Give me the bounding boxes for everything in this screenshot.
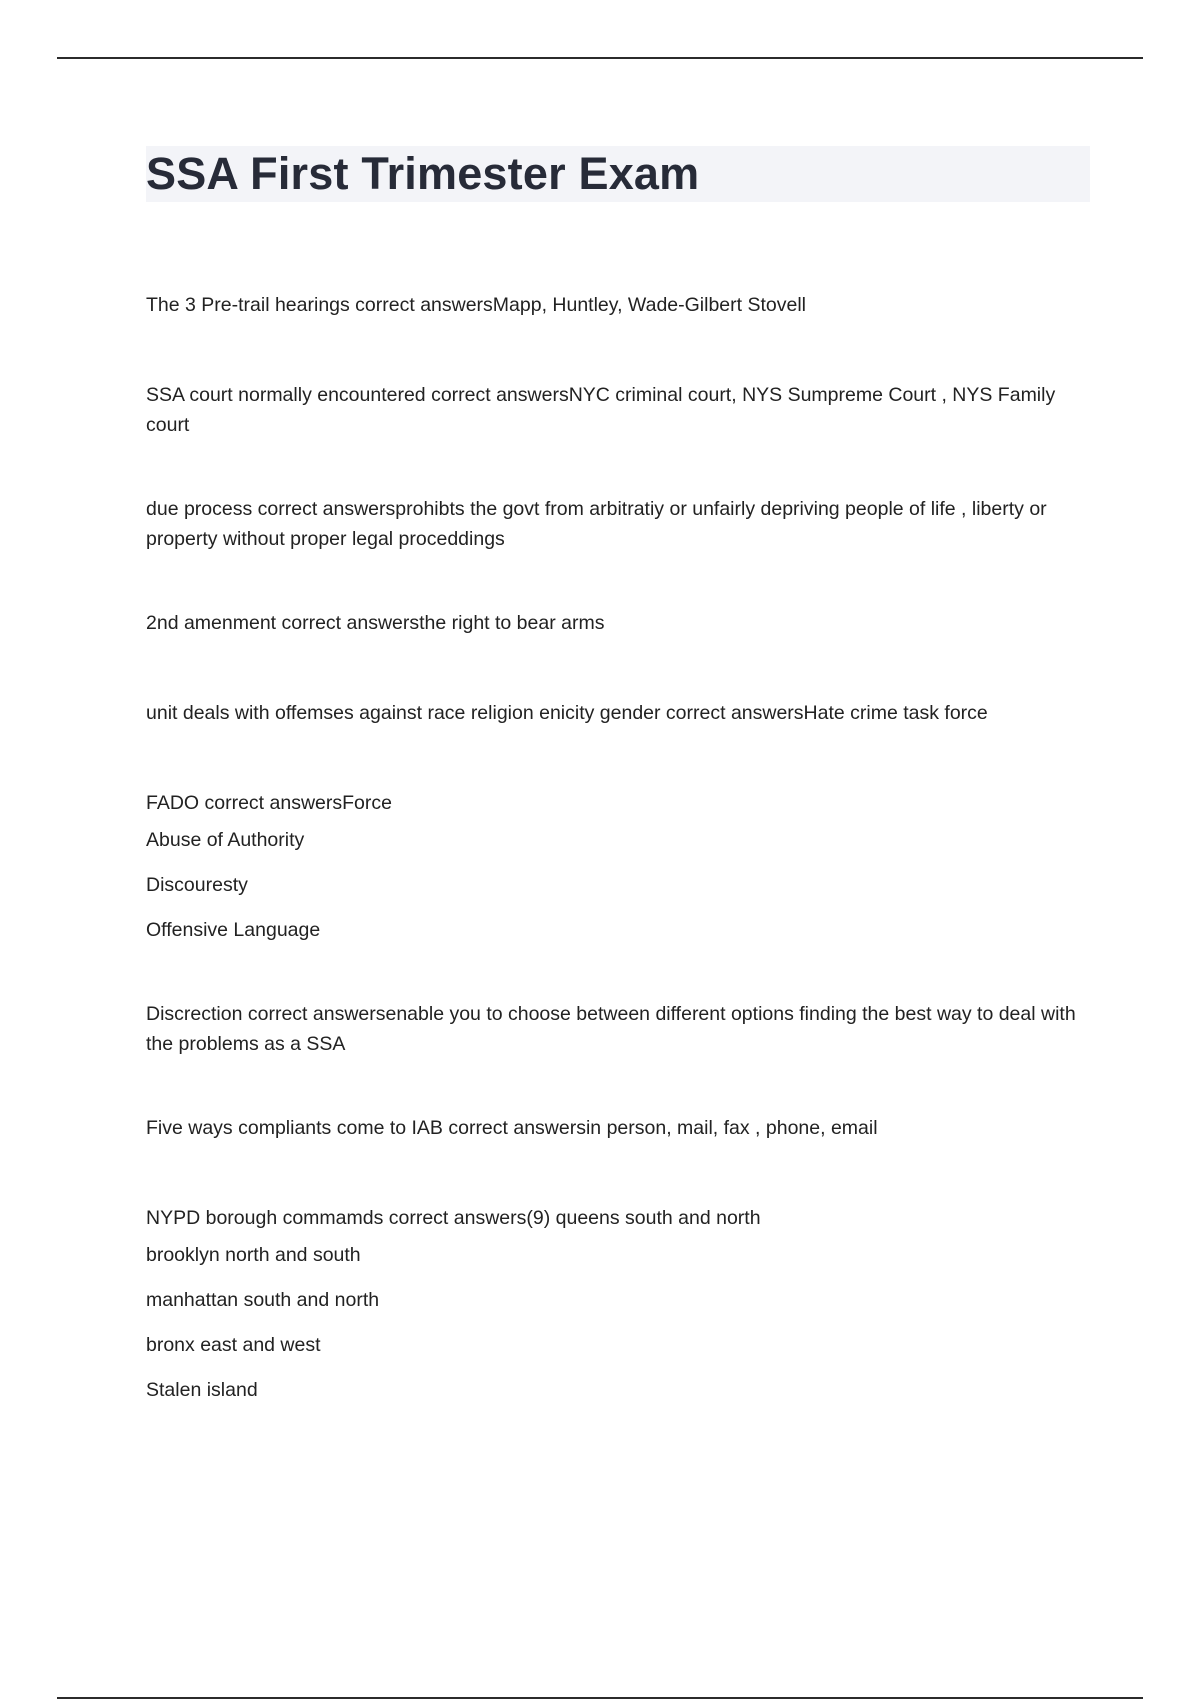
qa-item-discretion (146, 999, 1090, 1059)
qa-item-2nd-amendment (146, 608, 1090, 638)
qa-text-line: Abuse of Authority (146, 829, 305, 851)
qa-item-fado (146, 788, 1090, 953)
top-rule (57, 57, 1143, 59)
qa-list (146, 290, 1090, 1413)
qa-text: SSA court normally encountered correct answersNYC criminal court, NYS Sumpreme Court , NYS Family court (146, 384, 1056, 436)
qa-item-pretrial-hearings (146, 290, 1090, 320)
qa-text: The 3 Pre-trail hearings correct answersMapp, Huntley, Wade-Gilbert Stovell (146, 294, 807, 316)
qa-text-line: manhattan south and north (146, 1289, 380, 1311)
qa-text-line: bronx east and west (146, 1334, 321, 1356)
qa-text: Discrection correct answersenable you to choose between different options finding the best way to deal with the problems as a SSA (146, 1003, 1076, 1055)
qa-text: unit deals with offemses against race religion enicity gender correct answersHate crime task force (146, 702, 988, 724)
document-title: SSA First Trimester Exam (146, 148, 700, 199)
qa-text-line: brooklyn north and south (146, 1244, 361, 1266)
qa-text-line: Discouresty (146, 874, 248, 896)
qa-text: FADO correct answersForce (146, 792, 392, 814)
qa-text: NYPD borough commamds correct answers(9) queens south and north (146, 1207, 761, 1229)
qa-item-hate-crime (146, 698, 1090, 728)
qa-text: Five ways compliants come to IAB correct answersin person, mail, fax , phone, email (146, 1117, 878, 1139)
qa-item-iab-complaints (146, 1113, 1090, 1143)
qa-item-ssa-courts (146, 380, 1090, 440)
document-body (146, 146, 1090, 1473)
title-banner (146, 146, 1090, 202)
qa-text-line: Offensive Language (146, 919, 321, 941)
qa-text: 2nd amenment correct answersthe right to bear arms (146, 612, 605, 634)
qa-text: due process correct answersprohibts the govt from arbitratiy or unfairly depriving people of life , liberty or property without proper legal proceddings (146, 498, 1047, 550)
qa-item-due-process (146, 494, 1090, 554)
bottom-rule (57, 1697, 1143, 1699)
qa-item-borough-commands (146, 1203, 1090, 1413)
qa-text-line: Stalen island (146, 1379, 258, 1401)
